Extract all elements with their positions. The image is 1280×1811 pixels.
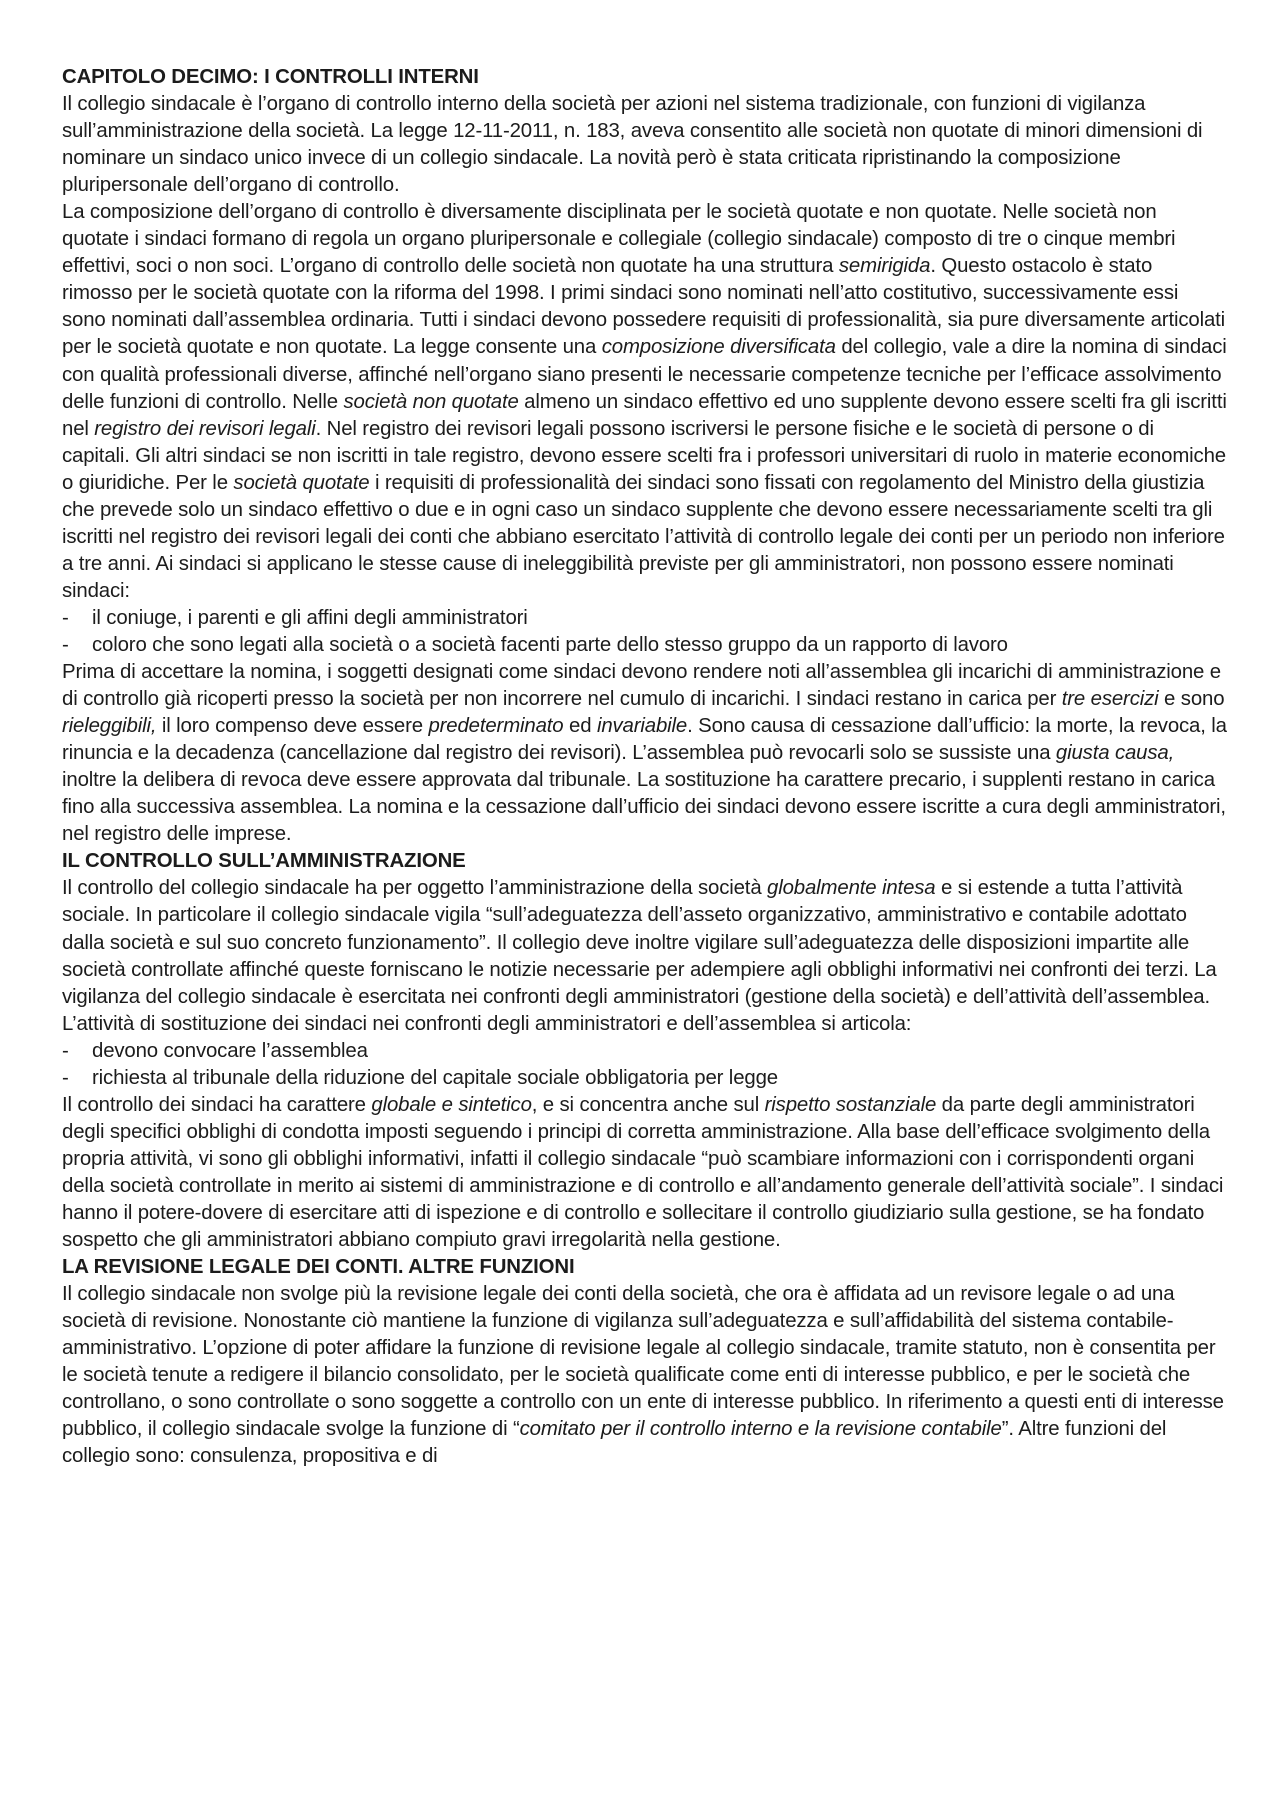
list-item: - richiesta al tribunale della riduzione del capitale sociale obbligatoria per legge — [62, 1065, 1227, 1092]
list-item: - coloro che sono legati alla società o a società facenti parte dello stesso gruppo da un rapporto di lavoro — [62, 632, 1227, 659]
dash-bullet: - — [62, 1039, 69, 1062]
list-item: - devono convocare l’assemblea — [62, 1038, 1227, 1065]
document-page — [62, 64, 1227, 1470]
paragraph-nomination: Prima di accettare la nomina, i soggetti designati come sindaci devono rendere noti all’assemblea gli incarichi di amministrazione e di controllo già ricoperti presso la società per non incorrere nel cumulo di incarichi. I sindaci restano in carica per tre esercizi e sono rieleggibili, il loro compenso deve essere predeterminato ed invariabile. Sono causa di cessazione dall’ufficio: la morte, la revoca, la rinuncia e la decadenza (cancellazione dal registro dei revisori). L’assemblea può revocarli solo se sussiste una giusta causa, inoltre la delibera di revoca deve essere approvata dal tribunale. La sostituzione ha carattere precario, i supplenti restano in carica fino alla successiva assemblea. La nomina e la cessazione dall’ufficio dei sindaci devono essere iscritte a cura degli amministratori, nel registro delle imprese. — [62, 661, 1227, 846]
dash-bullet: - — [62, 633, 69, 656]
section-title-control: IL CONTROLLO SULL’AMMINISTRAZIONE — [62, 850, 466, 873]
substitution-list — [62, 1038, 1227, 1092]
dash-bullet: - — [62, 606, 69, 629]
paragraph-control-character: Il controllo dei sindaci ha carattere globale e sintetico, e si concentra anche sul rispetto sostanziale da parte degli amministratori degli specifici obblighi di condotta imposti seguendo i principi di corretta amministrazione. Alla base dell’efficace svolgimento della propria attività, vi sono gli obblighi informativi, infatti il collegio sindacale “può scambiare informazioni con i corrispondenti organi della società controllate in merito ai sistemi di amministrazione e di controllo e all’andamento generale dell’attività sociale”. I sindaci hanno il potere-dovere di esercitare atti di ispezione e di controllo e sollecitare il controllo giudiziario sulla gestione, se ha fondato sospetto che gli amministratori abbiano compiuto gravi irregolarità nella gestione. — [62, 1093, 1224, 1252]
paragraph-composition: La composizione dell’organo di controllo è diversamente disciplinata per le società quotate e non quotate. Nelle società non quotate i sindaci formano di regola un organo pluripersonale e collegiale (collegio sindacale) composto di tre o cinque membri effettivi, soci o non soci. L’organo di controllo delle società non quotate ha una struttura semirigida. Questo ostacolo è stato rimosso per le società quotate con la riforma del 1998. I primi sindaci sono nominati nell’atto costitutivo, successivamente essi sono nominati dall’assemblea ordinaria. Tutti i sindaci devono possedere requisiti di professionalità, sia pure diversamente articolati per le società quotate e non quotate. La legge consente una composizione diversificata del collegio, vale a dire la nomina di sindaci con qualità professionali diverse, affinché nell’organo siano presenti le necessarie competenze tecniche per l’efficace assolvimento delle funzioni di controllo. Nelle società non quotate almeno un sindaco effettivo ed uno supplente devono essere scelti fra gli iscritti nel registro dei revisori legali. Nel registro dei revisori legali possono iscriversi le persone fisiche e le società di persone o di capitali. Gli altri sindaci se non iscritti in tale registro, devono essere scelti fra i professori universitari di ruolo in materie economiche o giuridiche. Per le società quotate i requisiti di professionalità dei sindaci sono fissati con regolamento del Ministro della giustizia che prevede solo un sindaco effettivo o due e in ogni caso un sindaco supplente che devono essere necessariamente scelti tra gli iscritti nel registro dei revisori legali dei conti che abbiano esercitato l’attività di controllo legale dei conti per un periodo non inferiore a tre anni. Ai sindaci si applicano le stesse cause di ineleggibilità previste per gli amministratori, non possono essere nominati sindaci: — [62, 201, 1227, 602]
paragraph-intro: Il collegio sindacale è l’organo di controllo interno della società per azioni nel sistema tradizionale, con funzioni di vigilanza sull’amministrazione della società. La legge 12-11-2011, n. 183, aveva consentito alle società non quotate di minori dimensioni di nominare un sindaco unico invece di un collegio sindacale. La novità però è stata criticata ripristinando la composizione pluripersonale dell’organo di controllo. — [62, 93, 1203, 197]
dash-bullet: - — [62, 1066, 69, 1089]
list-item: - il coniuge, i parenti e gli affini degli amministratori — [62, 605, 1227, 632]
ineligibility-list — [62, 605, 1227, 659]
section-title-audit: LA REVISIONE LEGALE DEI CONTI. ALTRE FUNZIONI — [62, 1256, 575, 1279]
paragraph-audit: Il collegio sindacale non svolge più la revisione legale dei conti della società, che ora è affidata ad un revisore legale o ad una società di revisione. Nonostante ciò mantiene la funzione di vigilanza sull’adeguatezza e sull’affidabilità del sistema contabile-amministrativo. L’opzione di poter affidare la funzione di revisione legale al collegio sindacale, tramite statuto, non è consentita per le società tenute a redigere il bilancio consolidato, per le società qualificate come enti di interesse pubblico, e per le società che controllano, o sono controllate o sono soggette a controllo con un ente di interesse pubblico. In riferimento a questi enti di interesse pubblico, il collegio sindacale svolge la funzione di “comitato per il controllo interno e la revisione contabile”. Altre funzioni del collegio sono: consulenza, propositiva e di — [62, 1283, 1224, 1468]
chapter-title: CAPITOLO DECIMO: I CONTROLLI INTERNI — [62, 66, 479, 88]
paragraph-control-object: Il controllo del collegio sindacale ha per oggetto l’amministrazione della società globalmente intesa e si estende a tutta l’attività sociale. In particolare il collegio sindacale vigila “sull’adeguatezza dell’asseto organizzativo, amministrativo e contabile adottato dalla società e sul suo concreto funzionamento”. Il collegio deve inoltre vigilare sull’adeguatezza delle disposizioni impartite alle società controllate affinché queste forniscano le notizie necessarie per adempiere agli obblighi informativi nei confronti dei terzi. La vigilanza del collegio sindacale è esercitata nei confronti degli amministratori (gestione della società) e dell’attività dell’assemblea. L’attività di sostituzione dei sindaci nei confronti degli amministratori e dell’assemblea si articola: — [62, 877, 1217, 1035]
